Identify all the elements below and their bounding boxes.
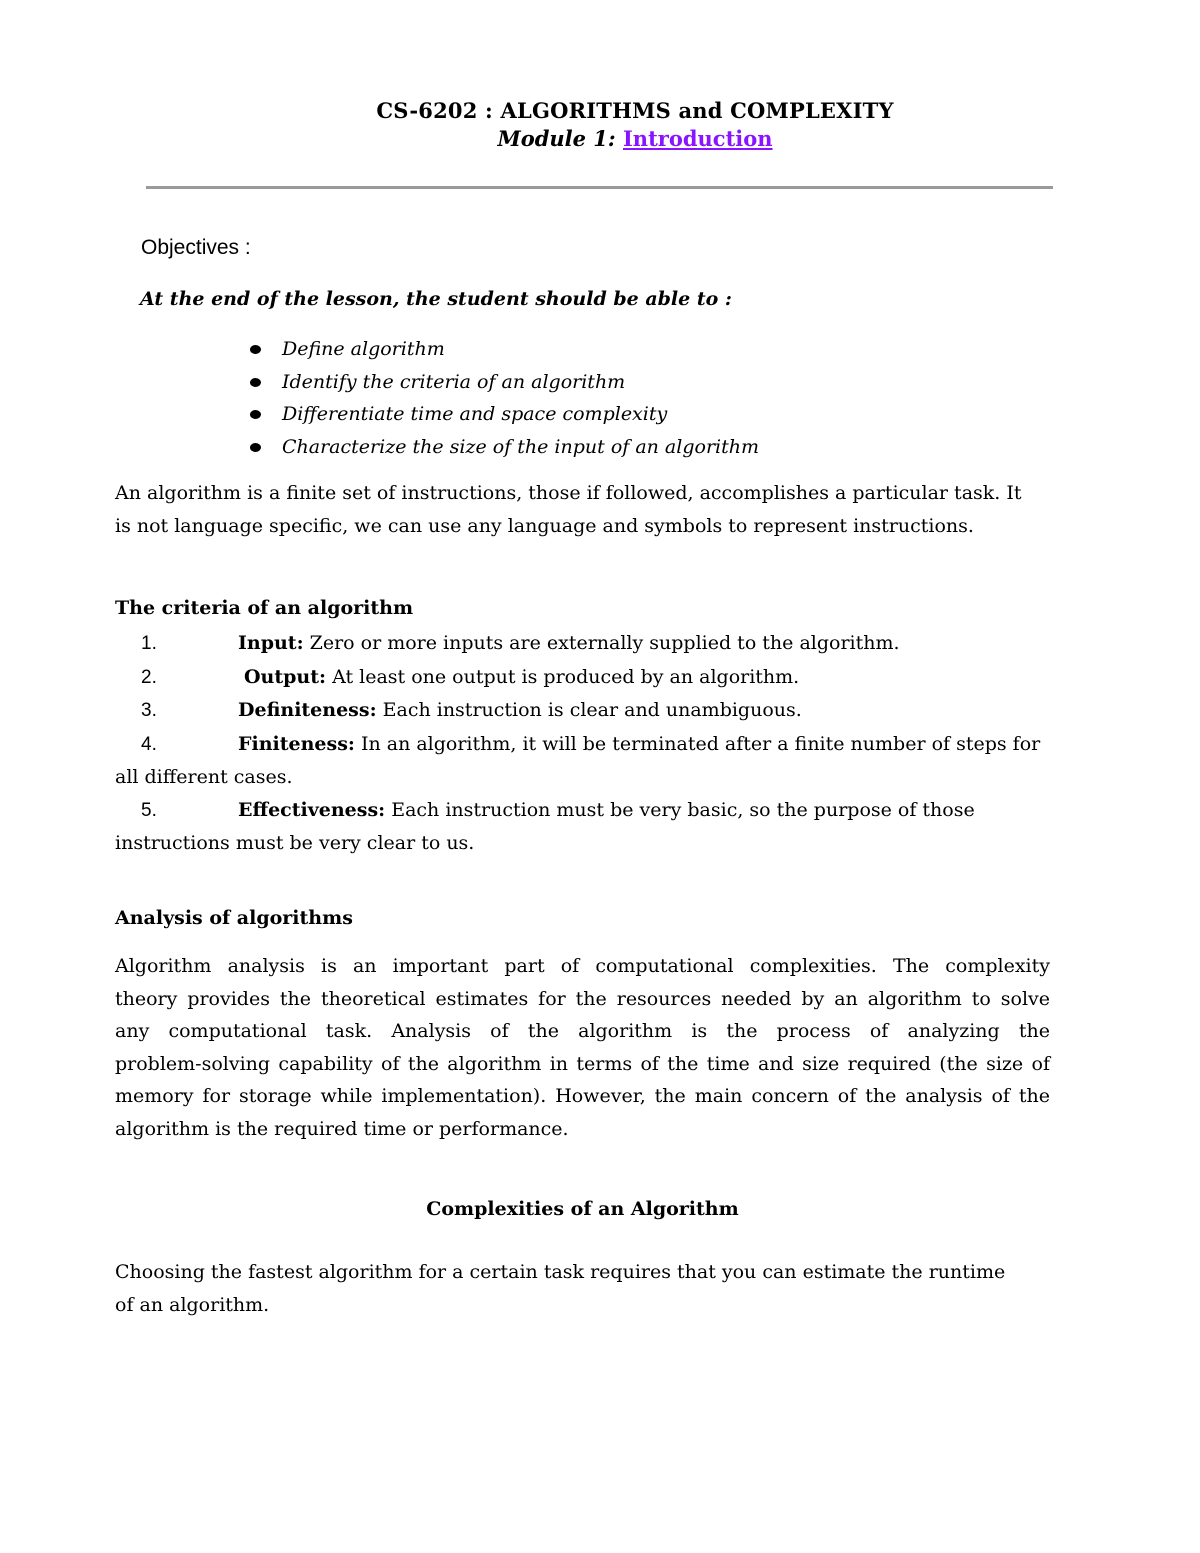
list-item: 1. Input: Zero or more inputs are externally supplied to the algorithm.: [141, 632, 900, 654]
list-item: 4. Finiteness: In an algorithm, it will be terminated after a finite number of steps for: [141, 732, 1041, 755]
header-divider: [146, 186, 1053, 189]
bullet-icon: [250, 410, 261, 419]
criteria-list: [115, 627, 1055, 860]
list-item: Characterize the size of the input of an algorithm: [250, 433, 759, 466]
analysis-heading: Analysis of algorithms: [115, 907, 353, 929]
criteria-heading: The criteria of an algorithm: [115, 597, 414, 619]
objectives-list: [250, 335, 759, 465]
list-item: Identify the criteria of an algorithm: [250, 368, 759, 401]
module-introduction-link[interactable]: Introduction: [622, 126, 773, 151]
document-title: CS-6202 : ALGORITHMS and COMPLEXITY: [376, 98, 894, 123]
complexities-paragraph: Choosing the fastest algorithm for a certain task requires that you can estimate the runtime of an algorithm.: [115, 1261, 1006, 1316]
intro-paragraph: An algorithm is a finite set of instructions, those if followed, accomplishes a particular task. It is not language specific, we can use any language and symbols to represent instructions.: [115, 482, 1022, 537]
bullet-icon: [250, 345, 261, 354]
complexities-heading: Complexities of an Algorithm: [426, 1198, 739, 1220]
list-item: 5. Effectiveness: Each instruction must be very basic, so the purpose of those: [141, 798, 975, 821]
module-prefix: Module 1:: [497, 126, 616, 151]
module-subtitle: [0, 126, 1200, 151]
list-item-continuation: instructions must be very clear to us.: [115, 832, 475, 854]
analysis-paragraph: Algorithm analysis is an important part of computational complexities. The complexity theory provides the theoretical estimates for the resources needed by an algorithm to solve any computational task. Analysis of the algorithm is the process of analyzing the problem-solving capability of the algorithm in terms of the time and size required (the size of memory for storage while implementation). However, the main concern of the analysis of the algorithm is the required time or performance.: [115, 955, 1050, 1140]
list-item-continuation: all different cases.: [115, 766, 293, 788]
objectives-label: Objectives :: [141, 236, 251, 259]
list-item: Differentiate time and space complexity: [250, 400, 759, 433]
bullet-icon: [250, 443, 261, 452]
list-item: 2. Output: At least one output is produced by an algorithm.: [141, 665, 800, 688]
objectives-lead: At the end of the lesson, the student should be able to :: [140, 288, 732, 310]
list-item: Define algorithm: [250, 335, 759, 368]
bullet-icon: [250, 378, 261, 387]
list-item: 3. Definiteness: Each instruction is clear and unambiguous.: [141, 699, 802, 721]
